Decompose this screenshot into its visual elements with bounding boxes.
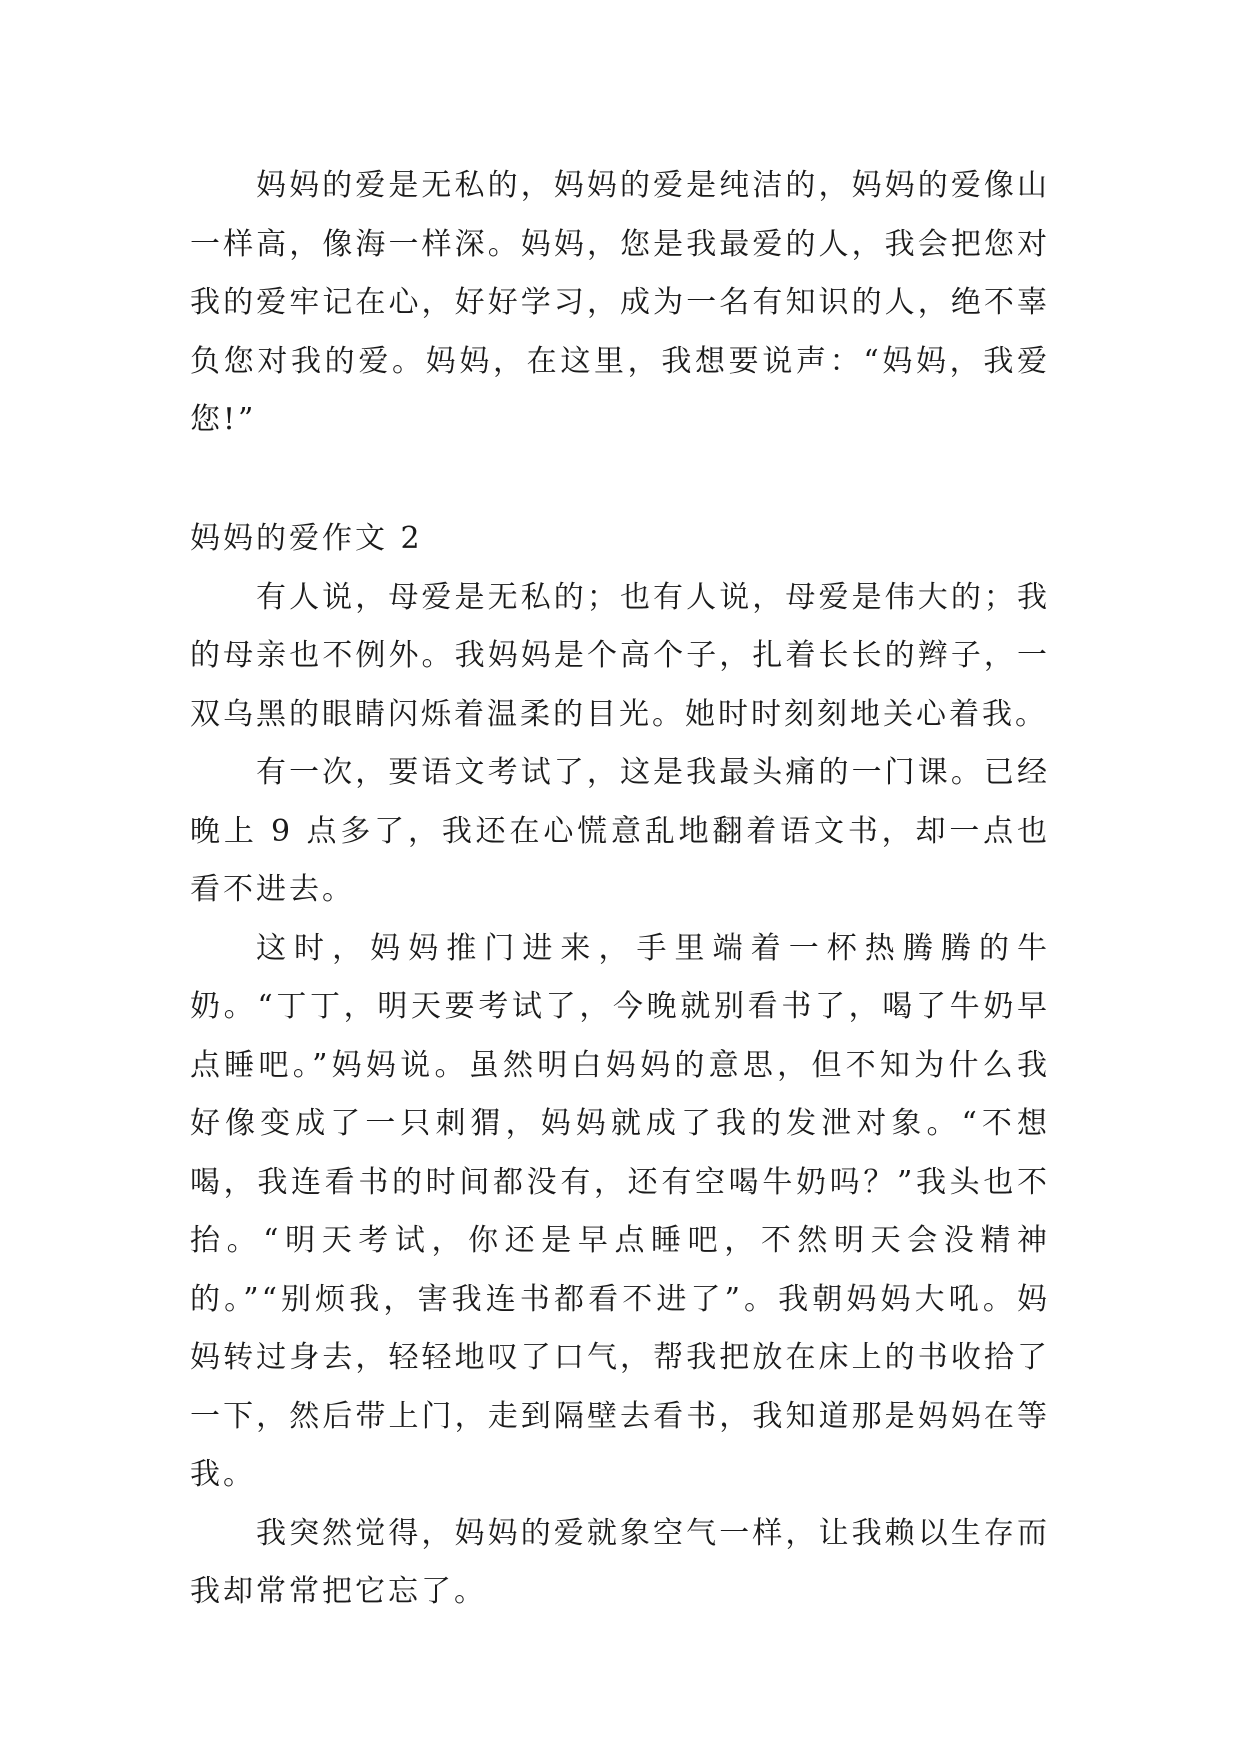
essay-2-title: 妈妈的爱作文 2 xyxy=(190,521,423,556)
essay-2-paragraph-2: 有一次，要语文考试了，这是我最头痛的一门课。已经晚上 9 点多了，我还在心慌意乱地翻着语文书，却一点也看不进去。 xyxy=(190,755,1050,907)
intro-paragraph: 妈妈的爱是无私的，妈妈的爱是纯洁的，妈妈的爱像山一样高，像海一样深。妈妈，您是我最爱的人，我会把您对我的爱牢记在心，好好学习，成为一名有知识的人，绝不辜负您对我的爱。妈妈，在这里，我想要说声：“妈妈，我爱您!” xyxy=(190,168,1050,437)
essay-2-paragraph-1: 有人说，母爱是无私的；也有人说，母爱是伟大的；我的母亲也不例外。我妈妈是个高个子，扎着长长的辫子，一双乌黑的眼睛闪烁着温柔的目光。她时时刻刻地关心着我。 xyxy=(190,579,1050,732)
intro-section xyxy=(190,157,1050,450)
essay-2-section xyxy=(190,510,1050,1622)
essay-2-paragraph-4: 我突然觉得，妈妈的爱就象空气一样，让我赖以生存而我却常常把它忘了。 xyxy=(190,1515,1050,1609)
essay-2-paragraph-3: 这时，妈妈推门进来，手里端着一杯热腾腾的牛奶。“丁丁，明天要考试了，今晚就别看书了，喝了牛奶早点睡吧。”妈妈说。虽然明白妈妈的意思，但不知为什么我好像变成了一只刺猬，妈妈就成了我的发泄对象。“不想喝，我连看书的时间都没有，还有空喝牛奶吗？”我头也不抬。“明天考试，你还是早点睡吧，不然明天会没精神的。”“别烦我，害我连书都看不进了”。我朝妈妈大吼。妈妈转过身去，轻轻地叹了口气，帮我把放在床上的书收拾了一下，然后带上门，走到隔壁去看书，我知道那是妈妈在等我。 xyxy=(190,930,1050,1492)
